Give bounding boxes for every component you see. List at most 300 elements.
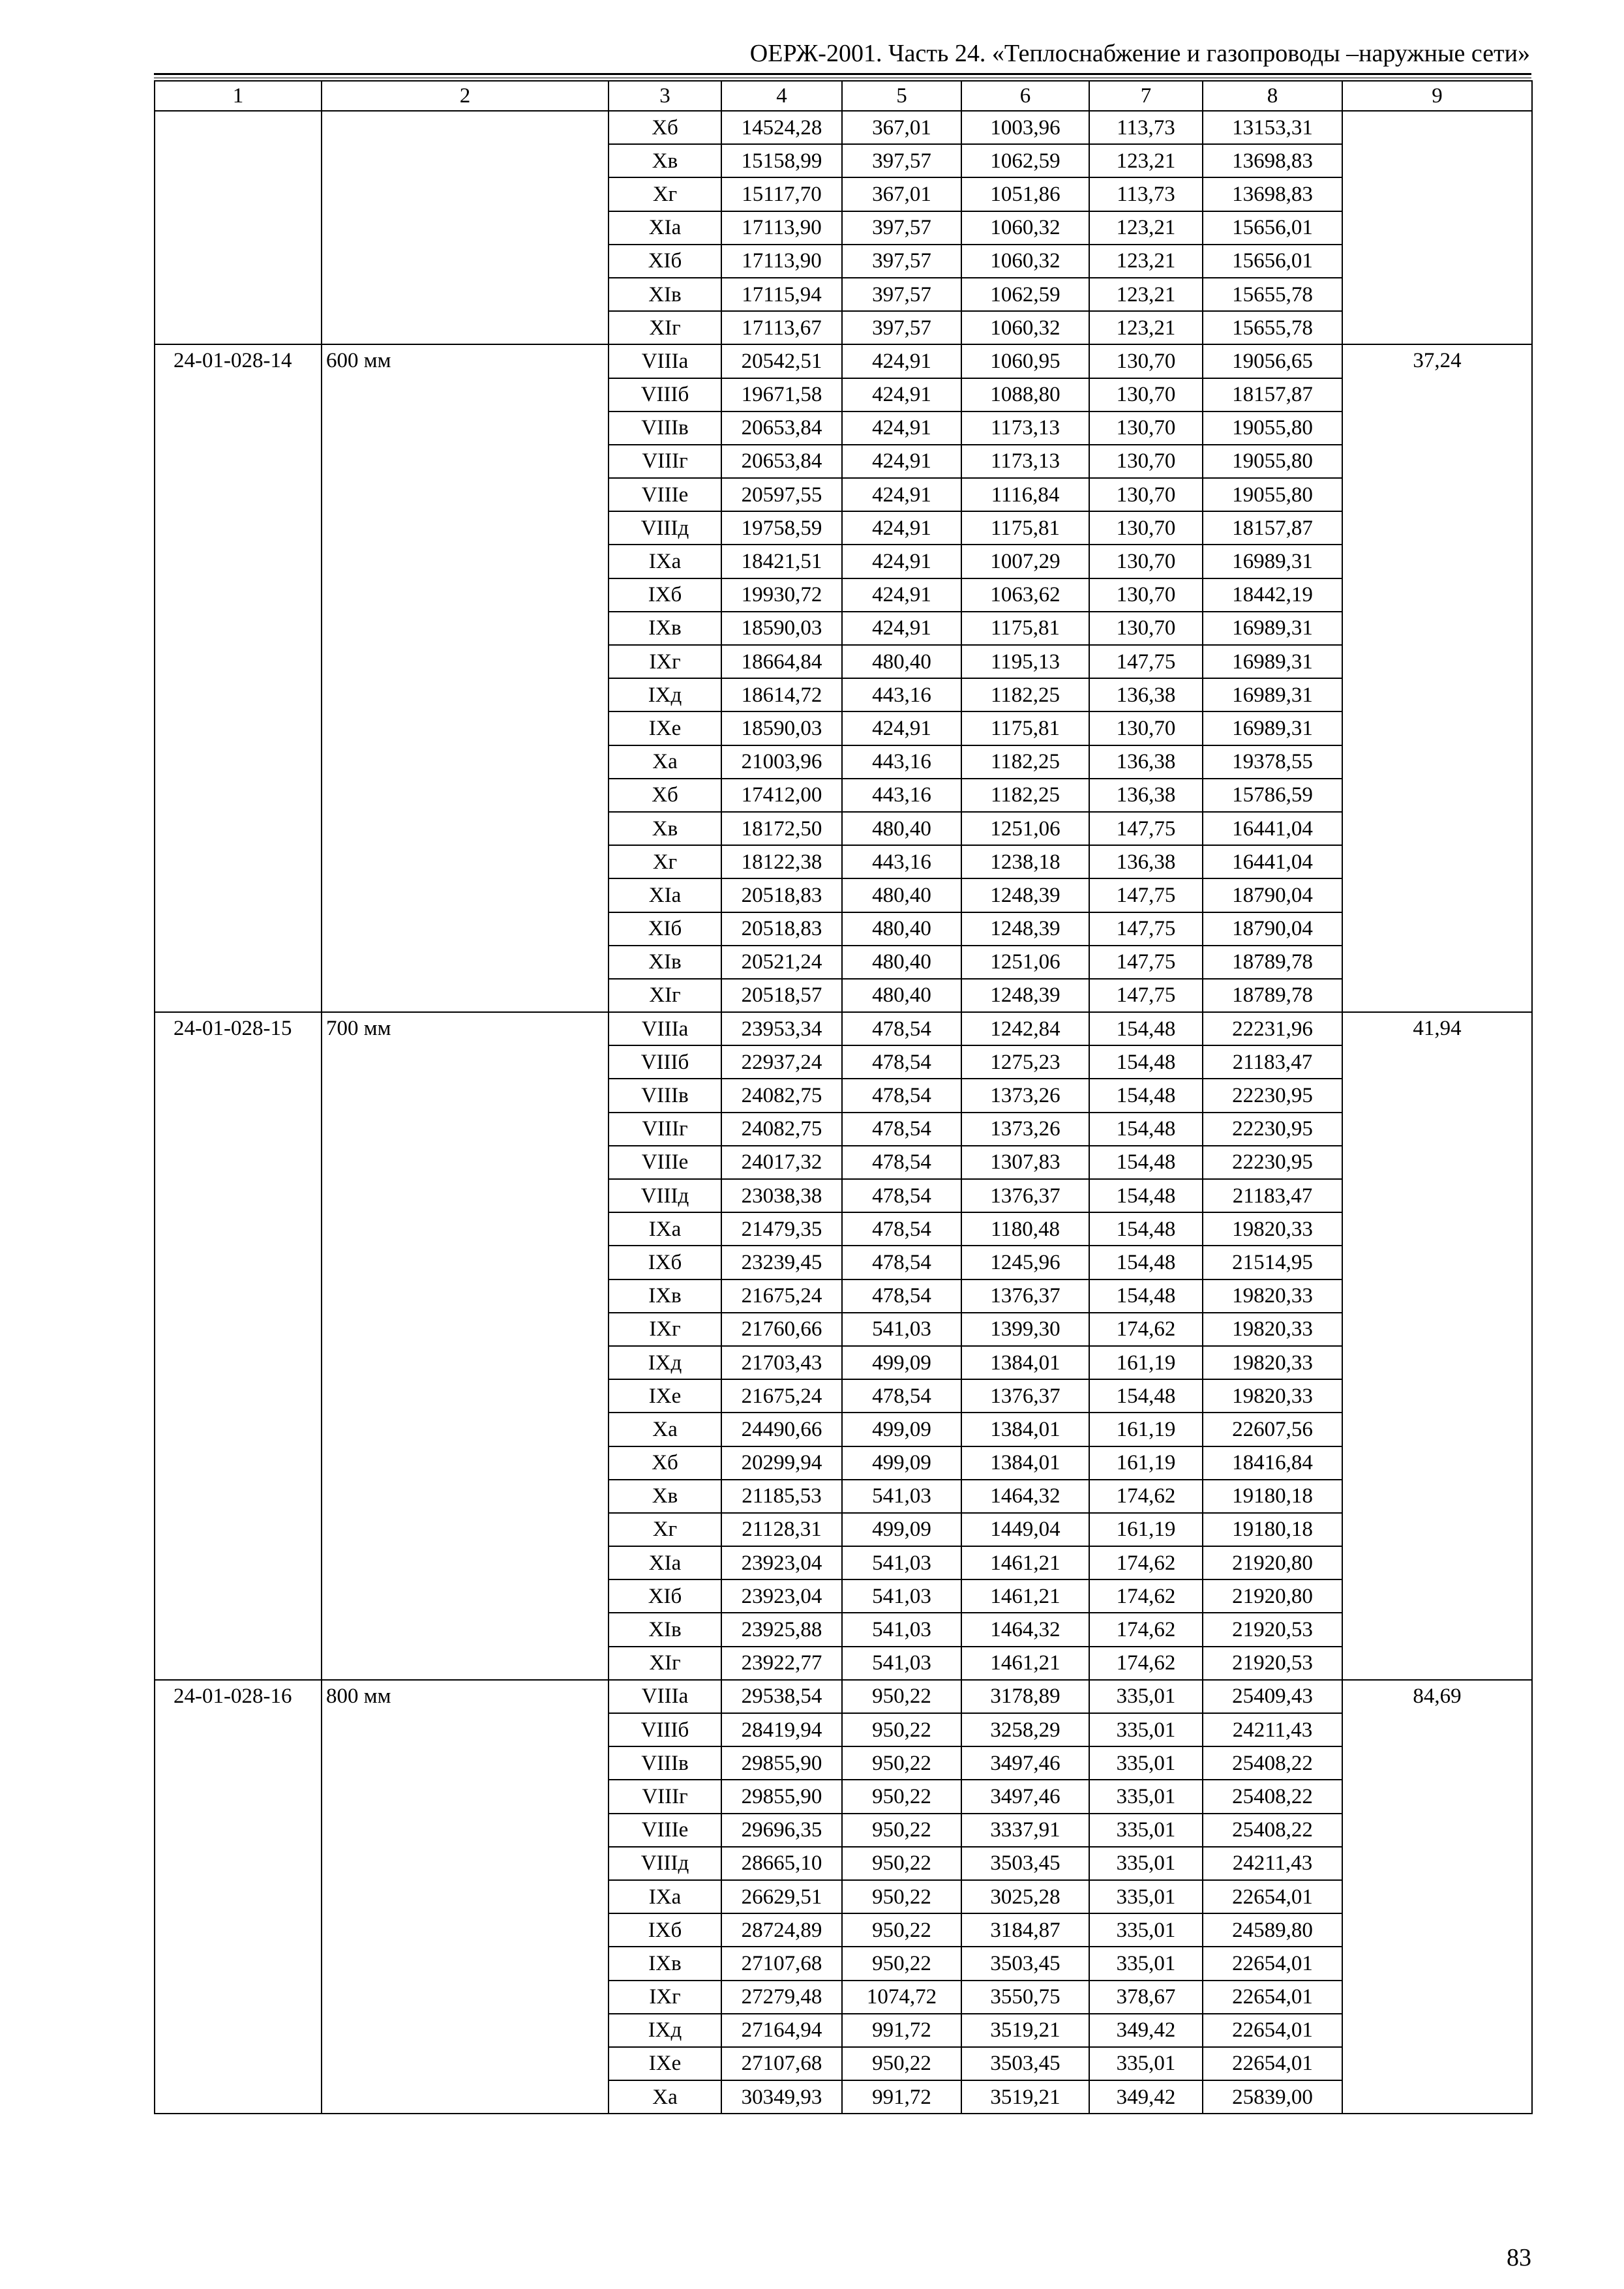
machine-cost-cell: 1275,23	[961, 1045, 1089, 1079]
zone-cell: IXе	[609, 1379, 721, 1413]
driver-wage-cell: 161,19	[1089, 1513, 1203, 1546]
zone-cell: Xа	[609, 2080, 721, 2114]
column-header-7: 7	[1089, 81, 1203, 111]
driver-wage-cell: 335,01	[1089, 2047, 1203, 2080]
wage-cell: 397,57	[842, 311, 961, 344]
driver-wage-cell: 130,70	[1089, 478, 1203, 511]
machine-cost-cell: 1251,06	[961, 812, 1089, 845]
table-row	[155, 1012, 1532, 1045]
total-cost-cell: 20518,83	[721, 878, 842, 912]
machine-cost-cell: 1238,18	[961, 845, 1089, 878]
wage-cell: 478,54	[842, 1379, 961, 1413]
machine-cost-cell: 1384,01	[961, 1346, 1089, 1379]
total-cost-cell: 17113,90	[721, 211, 842, 245]
driver-wage-cell: 130,70	[1089, 511, 1203, 545]
column-header-3: 3	[609, 81, 721, 111]
machine-cost-cell: 1060,32	[961, 211, 1089, 245]
machine-cost-cell: 1384,01	[961, 1413, 1089, 1446]
material-cost-cell: 15786,59	[1203, 779, 1342, 812]
wage-cell: 367,01	[842, 177, 961, 211]
column-header-9: 9	[1342, 81, 1532, 111]
total-cost-cell: 27107,68	[721, 1947, 842, 1980]
driver-wage-cell: 147,75	[1089, 645, 1203, 678]
total-cost-cell: 23925,88	[721, 1613, 842, 1646]
driver-wage-cell: 161,19	[1089, 1446, 1203, 1480]
wage-cell: 1074,72	[842, 1981, 961, 2014]
zone-cell: IXд	[609, 2014, 721, 2047]
total-cost-cell: 22937,24	[721, 1045, 842, 1079]
total-cost-cell: 18590,03	[721, 612, 842, 645]
zone-cell: VIIIд	[609, 511, 721, 545]
total-cost-cell: 18122,38	[721, 845, 842, 878]
machine-cost-cell: 1007,29	[961, 545, 1089, 578]
driver-wage-cell: 154,48	[1089, 1246, 1203, 1279]
rate-code-cell: 24-01-028-15	[155, 1012, 322, 1680]
driver-wage-cell: 154,48	[1089, 1379, 1203, 1413]
labor-cost-cell: 41,94	[1342, 1012, 1532, 1680]
total-cost-cell: 30349,93	[721, 2080, 842, 2114]
machine-cost-cell: 1060,95	[961, 344, 1089, 378]
zone-cell: Xг	[609, 177, 721, 211]
column-header-6: 6	[961, 81, 1089, 111]
total-cost-cell: 24017,32	[721, 1146, 842, 1179]
machine-cost-cell: 1373,26	[961, 1079, 1089, 1112]
driver-wage-cell: 130,70	[1089, 578, 1203, 612]
driver-wage-cell: 335,01	[1089, 1713, 1203, 1746]
machine-cost-cell: 1248,39	[961, 912, 1089, 946]
zone-cell: Xг	[609, 1513, 721, 1546]
zone-cell: XIв	[609, 1613, 721, 1646]
total-cost-cell: 23923,04	[721, 1579, 842, 1613]
zone-cell: VIIIб	[609, 378, 721, 411]
zone-cell: XIг	[609, 1647, 721, 1680]
driver-wage-cell: 174,62	[1089, 1480, 1203, 1513]
machine-cost-cell: 1461,21	[961, 1579, 1089, 1613]
total-cost-cell: 18172,50	[721, 812, 842, 845]
zone-cell: Xв	[609, 144, 721, 177]
zone-cell: VIIIд	[609, 1847, 721, 1880]
total-cost-cell: 17412,00	[721, 779, 842, 812]
driver-wage-cell: 335,01	[1089, 1847, 1203, 1880]
material-cost-cell: 13153,31	[1203, 111, 1342, 144]
wage-cell: 478,54	[842, 1146, 961, 1179]
total-cost-cell: 18664,84	[721, 645, 842, 678]
machine-cost-cell: 3178,89	[961, 1680, 1089, 1713]
wage-cell: 541,03	[842, 1579, 961, 1613]
material-cost-cell: 22654,01	[1203, 2047, 1342, 2080]
page-header-title: ОЕРЖ-2001. Часть 24. «Теплоснабжение и газопроводы –наружные сети»	[749, 40, 1530, 67]
driver-wage-cell: 130,70	[1089, 711, 1203, 745]
wage-cell: 424,91	[842, 378, 961, 411]
machine-cost-cell: 1182,25	[961, 779, 1089, 812]
wage-cell: 424,91	[842, 445, 961, 478]
machine-cost-cell: 1461,21	[961, 1647, 1089, 1680]
zone-cell: IXд	[609, 678, 721, 711]
zone-cell: VIIIа	[609, 1012, 721, 1045]
wage-cell: 397,57	[842, 144, 961, 177]
machine-cost-cell: 1175,81	[961, 511, 1089, 545]
total-cost-cell: 17113,90	[721, 245, 842, 278]
column-header-4: 4	[721, 81, 842, 111]
zone-cell: VIIIе	[609, 1146, 721, 1179]
total-cost-cell: 29696,35	[721, 1814, 842, 1847]
zone-cell: IXв	[609, 1947, 721, 1980]
rate-code-cell	[155, 111, 322, 344]
machine-cost-cell: 1373,26	[961, 1113, 1089, 1146]
wage-cell: 950,22	[842, 1746, 961, 1780]
driver-wage-cell: 130,70	[1089, 612, 1203, 645]
machine-cost-cell: 1464,32	[961, 1613, 1089, 1646]
driver-wage-cell: 161,19	[1089, 1346, 1203, 1379]
material-cost-cell: 25408,22	[1203, 1746, 1342, 1780]
total-cost-cell: 21003,96	[721, 745, 842, 779]
labor-cost-cell: 84,69	[1342, 1680, 1532, 2114]
wage-cell: 480,40	[842, 979, 961, 1012]
wage-cell: 499,09	[842, 1346, 961, 1379]
driver-wage-cell: 174,62	[1089, 1613, 1203, 1646]
total-cost-cell: 20299,94	[721, 1446, 842, 1480]
zone-cell: Xв	[609, 812, 721, 845]
material-cost-cell: 19820,33	[1203, 1212, 1342, 1246]
wage-cell: 541,03	[842, 1313, 961, 1346]
zone-cell: Xа	[609, 1413, 721, 1446]
wage-cell: 950,22	[842, 1780, 961, 1813]
material-cost-cell: 22230,95	[1203, 1079, 1342, 1112]
wage-cell: 950,22	[842, 1814, 961, 1847]
machine-cost-cell: 1116,84	[961, 478, 1089, 511]
zone-cell: IXа	[609, 1880, 721, 1913]
wage-cell: 478,54	[842, 1045, 961, 1079]
material-cost-cell: 16989,31	[1203, 645, 1342, 678]
driver-wage-cell: 335,01	[1089, 1947, 1203, 1980]
machine-cost-cell: 1062,59	[961, 144, 1089, 177]
total-cost-cell: 29538,54	[721, 1680, 842, 1713]
wage-cell: 950,22	[842, 1947, 961, 1980]
driver-wage-cell: 147,75	[1089, 979, 1203, 1012]
wage-cell: 397,57	[842, 211, 961, 245]
machine-cost-cell: 1251,06	[961, 946, 1089, 979]
material-cost-cell: 18789,78	[1203, 979, 1342, 1012]
zone-cell: IXг	[609, 1313, 721, 1346]
machine-cost-cell: 1195,13	[961, 645, 1089, 678]
table-row	[155, 1680, 1532, 1713]
driver-wage-cell: 154,48	[1089, 1045, 1203, 1079]
zone-cell: IXг	[609, 645, 721, 678]
zone-cell: IXв	[609, 612, 721, 645]
machine-cost-cell: 1175,81	[961, 612, 1089, 645]
material-cost-cell: 15656,01	[1203, 245, 1342, 278]
driver-wage-cell: 136,38	[1089, 845, 1203, 878]
zone-cell: XIб	[609, 1579, 721, 1613]
material-cost-cell: 21183,47	[1203, 1045, 1342, 1079]
driver-wage-cell: 154,48	[1089, 1079, 1203, 1112]
zone-cell: IXе	[609, 2047, 721, 2080]
zone-cell: VIIIв	[609, 411, 721, 445]
driver-wage-cell: 123,21	[1089, 144, 1203, 177]
material-cost-cell: 19378,55	[1203, 745, 1342, 779]
wage-cell: 424,91	[842, 578, 961, 612]
material-cost-cell: 22230,95	[1203, 1146, 1342, 1179]
wage-cell: 478,54	[842, 1113, 961, 1146]
driver-wage-cell: 123,21	[1089, 311, 1203, 344]
machine-cost-cell: 3550,75	[961, 1981, 1089, 2014]
wage-cell: 397,57	[842, 278, 961, 311]
driver-wage-cell: 147,75	[1089, 946, 1203, 979]
driver-wage-cell: 335,01	[1089, 1880, 1203, 1913]
total-cost-cell: 20653,84	[721, 445, 842, 478]
wage-cell: 480,40	[842, 645, 961, 678]
wage-cell: 367,01	[842, 111, 961, 144]
zone-cell: Xб	[609, 779, 721, 812]
diameter-cell: 800 мм	[322, 1680, 609, 2114]
zone-cell: IXг	[609, 1981, 721, 2014]
total-cost-cell: 21760,66	[721, 1313, 842, 1346]
material-cost-cell: 16989,31	[1203, 612, 1342, 645]
driver-wage-cell: 147,75	[1089, 812, 1203, 845]
wage-cell: 480,40	[842, 946, 961, 979]
total-cost-cell: 19671,58	[721, 378, 842, 411]
driver-wage-cell: 130,70	[1089, 378, 1203, 411]
total-cost-cell: 20521,24	[721, 946, 842, 979]
header-rule-thick	[154, 73, 1531, 75]
zone-cell: Xб	[609, 1446, 721, 1480]
driver-wage-cell: 154,48	[1089, 1212, 1203, 1246]
total-cost-cell: 21479,35	[721, 1212, 842, 1246]
machine-cost-cell: 1175,81	[961, 711, 1089, 745]
wage-cell: 478,54	[842, 1012, 961, 1045]
driver-wage-cell: 154,48	[1089, 1179, 1203, 1212]
total-cost-cell: 19930,72	[721, 578, 842, 612]
wage-cell: 480,40	[842, 812, 961, 845]
material-cost-cell: 19055,80	[1203, 445, 1342, 478]
wage-cell: 443,16	[842, 845, 961, 878]
zone-cell: XIб	[609, 912, 721, 946]
zone-cell: VIIIе	[609, 1814, 721, 1847]
driver-wage-cell: 174,62	[1089, 1579, 1203, 1613]
machine-cost-cell: 3025,28	[961, 1880, 1089, 1913]
wage-cell: 950,22	[842, 1713, 961, 1746]
zone-cell: IXб	[609, 1246, 721, 1279]
zone-cell: IXе	[609, 711, 721, 745]
total-cost-cell: 20542,51	[721, 344, 842, 378]
driver-wage-cell: 113,73	[1089, 177, 1203, 211]
material-cost-cell: 22230,95	[1203, 1113, 1342, 1146]
total-cost-cell: 18421,51	[721, 545, 842, 578]
material-cost-cell: 19056,65	[1203, 344, 1342, 378]
driver-wage-cell: 335,01	[1089, 1814, 1203, 1847]
total-cost-cell: 23922,77	[721, 1647, 842, 1680]
column-header-5: 5	[842, 81, 961, 111]
machine-cost-cell: 1376,37	[961, 1279, 1089, 1313]
machine-cost-cell: 1248,39	[961, 878, 1089, 912]
material-cost-cell: 18442,19	[1203, 578, 1342, 612]
machine-cost-cell: 1248,39	[961, 979, 1089, 1012]
machine-cost-cell: 1449,04	[961, 1513, 1089, 1546]
machine-cost-cell: 3503,45	[961, 1847, 1089, 1880]
driver-wage-cell: 154,48	[1089, 1012, 1203, 1045]
material-cost-cell: 19180,18	[1203, 1513, 1342, 1546]
machine-cost-cell: 3503,45	[961, 2047, 1089, 2080]
driver-wage-cell: 154,48	[1089, 1113, 1203, 1146]
material-cost-cell: 21920,53	[1203, 1647, 1342, 1680]
total-cost-cell: 23953,34	[721, 1012, 842, 1045]
machine-cost-cell: 1242,84	[961, 1012, 1089, 1045]
machine-cost-cell: 1173,13	[961, 445, 1089, 478]
zone-cell: VIIIб	[609, 1045, 721, 1079]
wage-cell: 991,72	[842, 2080, 961, 2114]
driver-wage-cell: 130,70	[1089, 545, 1203, 578]
machine-cost-cell: 3519,21	[961, 2014, 1089, 2047]
material-cost-cell: 21920,80	[1203, 1579, 1342, 1613]
driver-wage-cell: 174,62	[1089, 1313, 1203, 1346]
driver-wage-cell: 136,38	[1089, 678, 1203, 711]
wage-cell: 541,03	[842, 1647, 961, 1680]
driver-wage-cell: 335,01	[1089, 1780, 1203, 1813]
machine-cost-cell: 3497,46	[961, 1780, 1089, 1813]
diameter-cell: 700 мм	[322, 1012, 609, 1680]
wage-cell: 950,22	[842, 1847, 961, 1880]
zone-cell: VIIIв	[609, 1079, 721, 1112]
total-cost-cell: 15158,99	[721, 144, 842, 177]
wage-cell: 950,22	[842, 2047, 961, 2080]
machine-cost-cell: 1060,32	[961, 245, 1089, 278]
material-cost-cell: 21514,95	[1203, 1246, 1342, 1279]
machine-cost-cell: 3519,21	[961, 2080, 1089, 2114]
zone-cell: VIIIг	[609, 445, 721, 478]
material-cost-cell: 19820,33	[1203, 1346, 1342, 1379]
driver-wage-cell: 130,70	[1089, 344, 1203, 378]
driver-wage-cell: 335,01	[1089, 1680, 1203, 1713]
zone-cell: VIIIа	[609, 1680, 721, 1713]
material-cost-cell: 19055,80	[1203, 411, 1342, 445]
material-cost-cell: 25408,22	[1203, 1780, 1342, 1813]
wage-cell: 541,03	[842, 1480, 961, 1513]
material-cost-cell: 22654,01	[1203, 1947, 1342, 1980]
driver-wage-cell: 147,75	[1089, 912, 1203, 946]
machine-cost-cell: 1088,80	[961, 378, 1089, 411]
material-cost-cell: 18157,87	[1203, 511, 1342, 545]
total-cost-cell: 19758,59	[721, 511, 842, 545]
material-cost-cell: 13698,83	[1203, 144, 1342, 177]
machine-cost-cell: 1461,21	[961, 1546, 1089, 1579]
machine-cost-cell: 1307,83	[961, 1146, 1089, 1179]
material-cost-cell: 19820,33	[1203, 1279, 1342, 1313]
machine-cost-cell: 1060,32	[961, 311, 1089, 344]
total-cost-cell: 28419,94	[721, 1713, 842, 1746]
rate-code-cell: 24-01-028-14	[155, 344, 322, 1012]
wage-cell: 478,54	[842, 1212, 961, 1246]
rate-code-cell: 24-01-028-16	[155, 1680, 322, 2114]
wage-cell: 478,54	[842, 1079, 961, 1112]
material-cost-cell: 15655,78	[1203, 311, 1342, 344]
material-cost-cell: 24589,80	[1203, 1913, 1342, 1947]
material-cost-cell: 25839,00	[1203, 2080, 1342, 2114]
total-cost-cell: 14524,28	[721, 111, 842, 144]
material-cost-cell: 25409,43	[1203, 1680, 1342, 1713]
material-cost-cell: 16441,04	[1203, 812, 1342, 845]
driver-wage-cell: 113,73	[1089, 111, 1203, 144]
zone-cell: IXб	[609, 1913, 721, 1947]
material-cost-cell: 16989,31	[1203, 711, 1342, 745]
material-cost-cell: 18416,84	[1203, 1446, 1342, 1480]
wage-cell: 950,22	[842, 1680, 961, 1713]
total-cost-cell: 24490,66	[721, 1413, 842, 1446]
driver-wage-cell: 349,42	[1089, 2014, 1203, 2047]
total-cost-cell: 27107,68	[721, 2047, 842, 2080]
machine-cost-cell: 1003,96	[961, 111, 1089, 144]
zone-cell: XIг	[609, 311, 721, 344]
driver-wage-cell: 123,21	[1089, 278, 1203, 311]
driver-wage-cell: 130,70	[1089, 445, 1203, 478]
material-cost-cell: 22607,56	[1203, 1413, 1342, 1446]
labor-cost-cell	[1342, 111, 1532, 344]
diameter-cell	[322, 111, 609, 344]
machine-cost-cell: 3337,91	[961, 1814, 1089, 1847]
total-cost-cell: 24082,75	[721, 1079, 842, 1112]
material-cost-cell: 16989,31	[1203, 678, 1342, 711]
zone-cell: VIIIг	[609, 1780, 721, 1813]
price-table	[154, 80, 1533, 2114]
wage-cell: 424,91	[842, 612, 961, 645]
wage-cell: 424,91	[842, 711, 961, 745]
total-cost-cell: 21703,43	[721, 1346, 842, 1379]
wage-cell: 991,72	[842, 2014, 961, 2047]
machine-cost-cell: 1464,32	[961, 1480, 1089, 1513]
driver-wage-cell: 154,48	[1089, 1146, 1203, 1179]
zone-cell: VIIIа	[609, 344, 721, 378]
total-cost-cell: 20518,57	[721, 979, 842, 1012]
wage-cell: 424,91	[842, 511, 961, 545]
zone-cell: Xг	[609, 845, 721, 878]
zone-cell: IXд	[609, 1346, 721, 1379]
wage-cell: 950,22	[842, 1913, 961, 1947]
wage-cell: 950,22	[842, 1880, 961, 1913]
material-cost-cell: 18790,04	[1203, 912, 1342, 946]
zone-cell: XIа	[609, 878, 721, 912]
driver-wage-cell: 349,42	[1089, 2080, 1203, 2114]
material-cost-cell: 18789,78	[1203, 946, 1342, 979]
driver-wage-cell: 123,21	[1089, 211, 1203, 245]
machine-cost-cell: 1376,37	[961, 1179, 1089, 1212]
driver-wage-cell: 174,62	[1089, 1546, 1203, 1579]
column-header-1: 1	[155, 81, 322, 111]
machine-cost-cell: 1384,01	[961, 1446, 1089, 1480]
wage-cell: 443,16	[842, 745, 961, 779]
wage-cell: 424,91	[842, 478, 961, 511]
machine-cost-cell: 1062,59	[961, 278, 1089, 311]
material-cost-cell: 22654,01	[1203, 2014, 1342, 2047]
wage-cell: 478,54	[842, 1179, 961, 1212]
wage-cell: 424,91	[842, 344, 961, 378]
total-cost-cell: 21675,24	[721, 1279, 842, 1313]
zone-cell: VIIIд	[609, 1179, 721, 1212]
total-cost-cell: 20653,84	[721, 411, 842, 445]
material-cost-cell: 13698,83	[1203, 177, 1342, 211]
material-cost-cell: 24211,43	[1203, 1713, 1342, 1746]
total-cost-cell: 18614,72	[721, 678, 842, 711]
wage-cell: 478,54	[842, 1279, 961, 1313]
driver-wage-cell: 154,48	[1089, 1279, 1203, 1313]
wage-cell: 478,54	[842, 1246, 961, 1279]
diameter-cell: 600 мм	[322, 344, 609, 1012]
material-cost-cell: 18790,04	[1203, 878, 1342, 912]
material-cost-cell: 19820,33	[1203, 1379, 1342, 1413]
table-row	[155, 111, 1532, 144]
total-cost-cell: 29855,90	[721, 1746, 842, 1780]
total-cost-cell: 27164,94	[721, 2014, 842, 2047]
machine-cost-cell: 1180,48	[961, 1212, 1089, 1246]
total-cost-cell: 20597,55	[721, 478, 842, 511]
